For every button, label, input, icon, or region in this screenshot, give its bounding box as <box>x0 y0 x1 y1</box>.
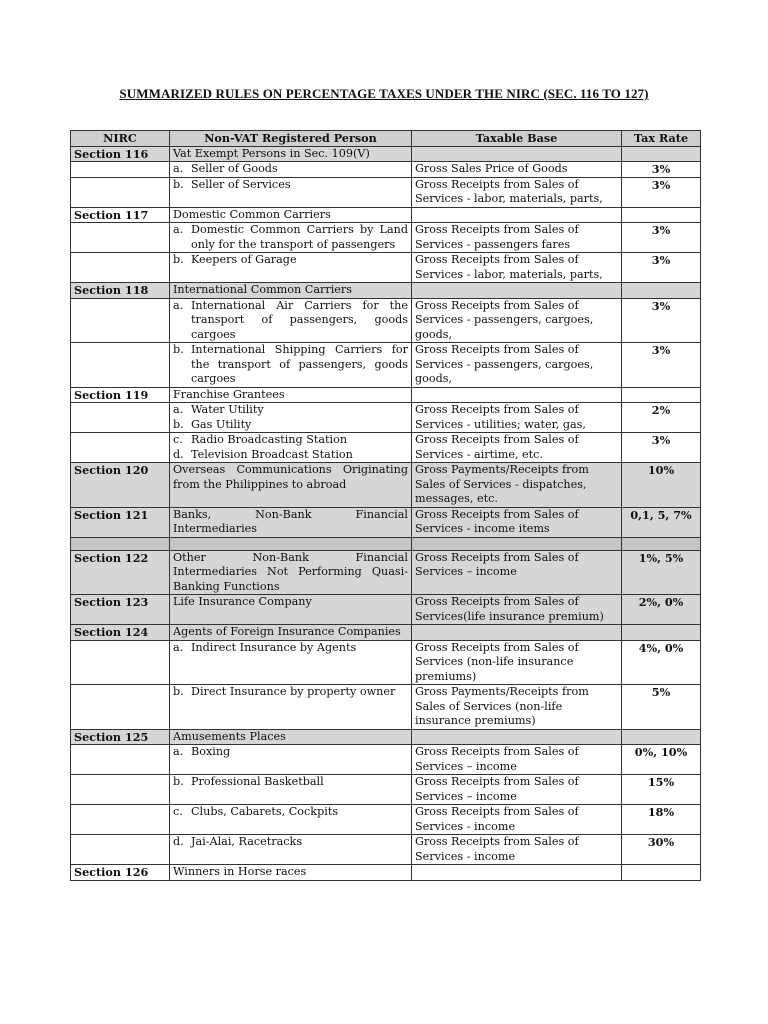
percentage-tax-table <box>70 130 701 881</box>
person-cell <box>170 685 412 730</box>
item-text: Jai-Alai, Racetracks <box>191 835 303 848</box>
base-cell: Gross Receipts from Sales of Services - income <box>412 835 622 865</box>
person-cell: Franchise Grantees <box>170 387 412 403</box>
item-letter: a. <box>173 162 184 175</box>
item-text: Direct Insurance by property owner <box>191 685 396 698</box>
document-title: SUMMARIZED RULES ON PERCENTAGE TAXES UNDER THE NIRC (SEC. 116 TO 127) <box>119 86 649 101</box>
item-letter: a. <box>173 298 184 312</box>
section-cell <box>71 685 170 730</box>
table-row <box>71 835 701 865</box>
header-taxable-base: Taxable Base <box>412 131 622 147</box>
base-cell <box>412 387 622 403</box>
item-letter: a. <box>173 640 184 654</box>
person-cell: International Common Carriers <box>170 283 412 299</box>
section-cell <box>71 223 170 253</box>
item-text: Indirect Insurance by Agents <box>191 640 357 654</box>
person-cell: Winners in Horse races <box>170 865 412 881</box>
item-letter: b. <box>173 417 184 431</box>
section-cell <box>71 433 170 463</box>
section-cell: Section 125 <box>71 729 170 745</box>
section-cell: Section 124 <box>71 625 170 641</box>
item-text: Professional Basketball <box>191 775 324 788</box>
person-cell <box>170 253 412 283</box>
section-cell: Section 116 <box>71 146 170 162</box>
rate-cell: 3% <box>622 298 701 343</box>
item-text: Keepers of Garage <box>191 253 297 266</box>
table-row <box>71 253 701 283</box>
header-tax-rate: Tax Rate <box>622 131 701 147</box>
rate-cell <box>622 283 701 299</box>
rate-cell <box>622 865 701 881</box>
item-letter: a. <box>173 223 184 236</box>
table-row <box>71 729 701 745</box>
rate-cell: 2%, 0% <box>622 595 701 625</box>
person-cell <box>170 775 412 805</box>
person-cell: Other Non-Bank Financial Intermediaries Not Performing Quasi-Banking Functions <box>170 550 412 595</box>
rate-cell: 4%, 0% <box>622 640 701 685</box>
rate-cell: 3% <box>622 177 701 207</box>
base-cell: Gross Receipts from Sales of Services - income items <box>412 507 622 537</box>
rate-cell: 3% <box>622 162 701 178</box>
base-cell: Gross Receipts from Sales of Services - passengers, cargoes, goods, <box>412 298 622 343</box>
item-text: International Air Carriers for the transport of passengers, goods cargoes <box>191 298 408 341</box>
base-cell: Gross Receipts from Sales of Services(life insurance premium) <box>412 595 622 625</box>
table-row <box>71 625 701 641</box>
rate-cell <box>622 729 701 745</box>
base-cell: Gross Receipts from Sales of Services – income <box>412 745 622 775</box>
separator-cell <box>622 537 701 550</box>
item-letter: b. <box>173 343 184 356</box>
item-text: Seller of Goods <box>191 162 278 175</box>
person-cell <box>170 162 412 178</box>
table-row <box>71 595 701 625</box>
rate-cell: 3% <box>622 223 701 253</box>
base-cell <box>412 146 622 162</box>
rate-cell: 2% <box>622 403 701 433</box>
base-cell: Gross Receipts from Sales of Services (non-life insurance premiums) <box>412 640 622 685</box>
table-row <box>71 775 701 805</box>
base-cell <box>412 207 622 223</box>
rate-cell: 3% <box>622 433 701 463</box>
item-text: Seller of Services <box>191 177 291 191</box>
item-text: International Shipping Carriers for the transport of passengers, goods cargoes <box>191 343 408 385</box>
rate-cell: 15% <box>622 775 701 805</box>
item-letter: c. <box>173 433 183 446</box>
person-cell: Vat Exempt Persons in Sec. 109(V) <box>170 146 412 162</box>
item-letter: c. <box>173 805 183 818</box>
rate-cell: 3% <box>622 253 701 283</box>
person-cell <box>170 640 412 685</box>
person-cell <box>170 433 412 463</box>
table-row <box>71 507 701 537</box>
item-letter: a. <box>173 403 184 416</box>
rate-cell: 0,1, 5, 7% <box>622 507 701 537</box>
table-header-row <box>71 131 701 147</box>
person-cell: Banks, Non-Bank Financial Intermediaries <box>170 507 412 537</box>
section-cell: Section 122 <box>71 550 170 595</box>
base-cell: Gross Receipts from Sales of Services - airtime, etc. <box>412 433 622 463</box>
base-cell <box>412 283 622 299</box>
person-cell <box>170 805 412 835</box>
item-text: Boxing <box>191 745 231 758</box>
table-row <box>71 403 701 433</box>
base-cell: Gross Payments/Receipts from Sales of Services (non-life insurance premiums) <box>412 685 622 730</box>
rate-cell: 18% <box>622 805 701 835</box>
person-cell <box>170 298 412 343</box>
base-cell: Gross Receipts from Sales of Services – income <box>412 550 622 595</box>
section-cell: Section 118 <box>71 283 170 299</box>
separator-row <box>71 537 701 550</box>
rate-cell: 30% <box>622 835 701 865</box>
section-cell <box>71 298 170 343</box>
rate-cell: 3% <box>622 343 701 388</box>
person-cell: Amusements Places <box>170 729 412 745</box>
table-row <box>71 387 701 403</box>
item-text: Gas Utility <box>191 417 252 431</box>
base-cell: Gross Payments/Receipts from Sales of Services - dispatches, messages, etc. <box>412 463 622 508</box>
rate-cell <box>622 387 701 403</box>
separator-cell <box>71 537 170 550</box>
section-cell: Section 119 <box>71 387 170 403</box>
section-cell: Section 126 <box>71 865 170 881</box>
table-row <box>71 865 701 881</box>
item-text: Television Broadcast Station <box>191 447 353 461</box>
section-cell: Section 121 <box>71 507 170 537</box>
base-cell: Gross Sales Price of Goods <box>412 162 622 178</box>
person-cell <box>170 745 412 775</box>
table-row <box>71 463 701 508</box>
table-row <box>71 283 701 299</box>
table-row <box>71 550 701 595</box>
section-cell <box>71 253 170 283</box>
table-row <box>71 685 701 730</box>
table-row <box>71 298 701 343</box>
table-row <box>71 207 701 223</box>
base-cell: Gross Receipts from Sales of Services - labor, materials, parts, <box>412 177 622 207</box>
item-letter: b. <box>173 685 184 698</box>
base-cell: Gross Receipts from Sales of Services - passengers, cargoes, goods, <box>412 343 622 388</box>
person-cell: Life Insurance Company <box>170 595 412 625</box>
item-text: Water Utility <box>191 403 264 416</box>
item-letter: b. <box>173 775 184 788</box>
rate-cell: 0%, 10% <box>622 745 701 775</box>
section-cell <box>71 177 170 207</box>
section-cell <box>71 775 170 805</box>
item-letter: d. <box>173 447 184 461</box>
base-cell: Gross Receipts from Sales of Services - utilities; water, gas, <box>412 403 622 433</box>
base-cell <box>412 865 622 881</box>
person-cell <box>170 835 412 865</box>
item-letter: b. <box>173 253 184 266</box>
person-cell <box>170 403 412 433</box>
table-row <box>71 146 701 162</box>
person-cell <box>170 177 412 207</box>
separator-cell <box>412 537 622 550</box>
base-cell: Gross Receipts from Sales of Services – income <box>412 775 622 805</box>
rate-cell <box>622 146 701 162</box>
item-text: Radio Broadcasting Station <box>191 433 348 446</box>
person-cell <box>170 343 412 388</box>
person-cell: Agents of Foreign Insurance Companies <box>170 625 412 641</box>
section-cell: Section 123 <box>71 595 170 625</box>
table-row <box>71 343 701 388</box>
item-letter: b. <box>173 177 184 191</box>
base-cell <box>412 729 622 745</box>
item-letter: a. <box>173 745 184 758</box>
base-cell: Gross Receipts from Sales of Services - passengers fares <box>412 223 622 253</box>
separator-cell <box>170 537 412 550</box>
item-text: Clubs, Cabarets, Cockpits <box>191 805 339 818</box>
header-nirc: NIRC <box>71 131 170 147</box>
section-cell <box>71 343 170 388</box>
section-cell <box>71 403 170 433</box>
rate-cell: 1%, 5% <box>622 550 701 595</box>
table-row <box>71 433 701 463</box>
table-row <box>71 177 701 207</box>
base-cell: Gross Receipts from Sales of Services - income <box>412 805 622 835</box>
section-cell <box>71 745 170 775</box>
person-cell: Overseas Communications Originating from the Philippines to abroad <box>170 463 412 508</box>
table-row <box>71 805 701 835</box>
base-cell <box>412 625 622 641</box>
header-person: Non-VAT Registered Person <box>170 131 412 147</box>
rate-cell <box>622 207 701 223</box>
base-cell: Gross Receipts from Sales of Services - labor, materials, parts, <box>412 253 622 283</box>
table-row <box>71 223 701 253</box>
table-row <box>71 640 701 685</box>
section-cell <box>71 805 170 835</box>
section-cell <box>71 835 170 865</box>
rate-cell: 10% <box>622 463 701 508</box>
section-cell: Section 117 <box>71 207 170 223</box>
table-row <box>71 745 701 775</box>
section-cell: Section 120 <box>71 463 170 508</box>
section-cell <box>71 640 170 685</box>
person-cell: Domestic Common Carriers <box>170 207 412 223</box>
rate-cell <box>622 625 701 641</box>
person-cell <box>170 223 412 253</box>
item-text: Domestic Common Carriers by Land only for the transport of passengers <box>191 223 408 251</box>
item-letter: d. <box>173 835 184 848</box>
table-row <box>71 162 701 178</box>
section-cell <box>71 162 170 178</box>
rate-cell: 5% <box>622 685 701 730</box>
